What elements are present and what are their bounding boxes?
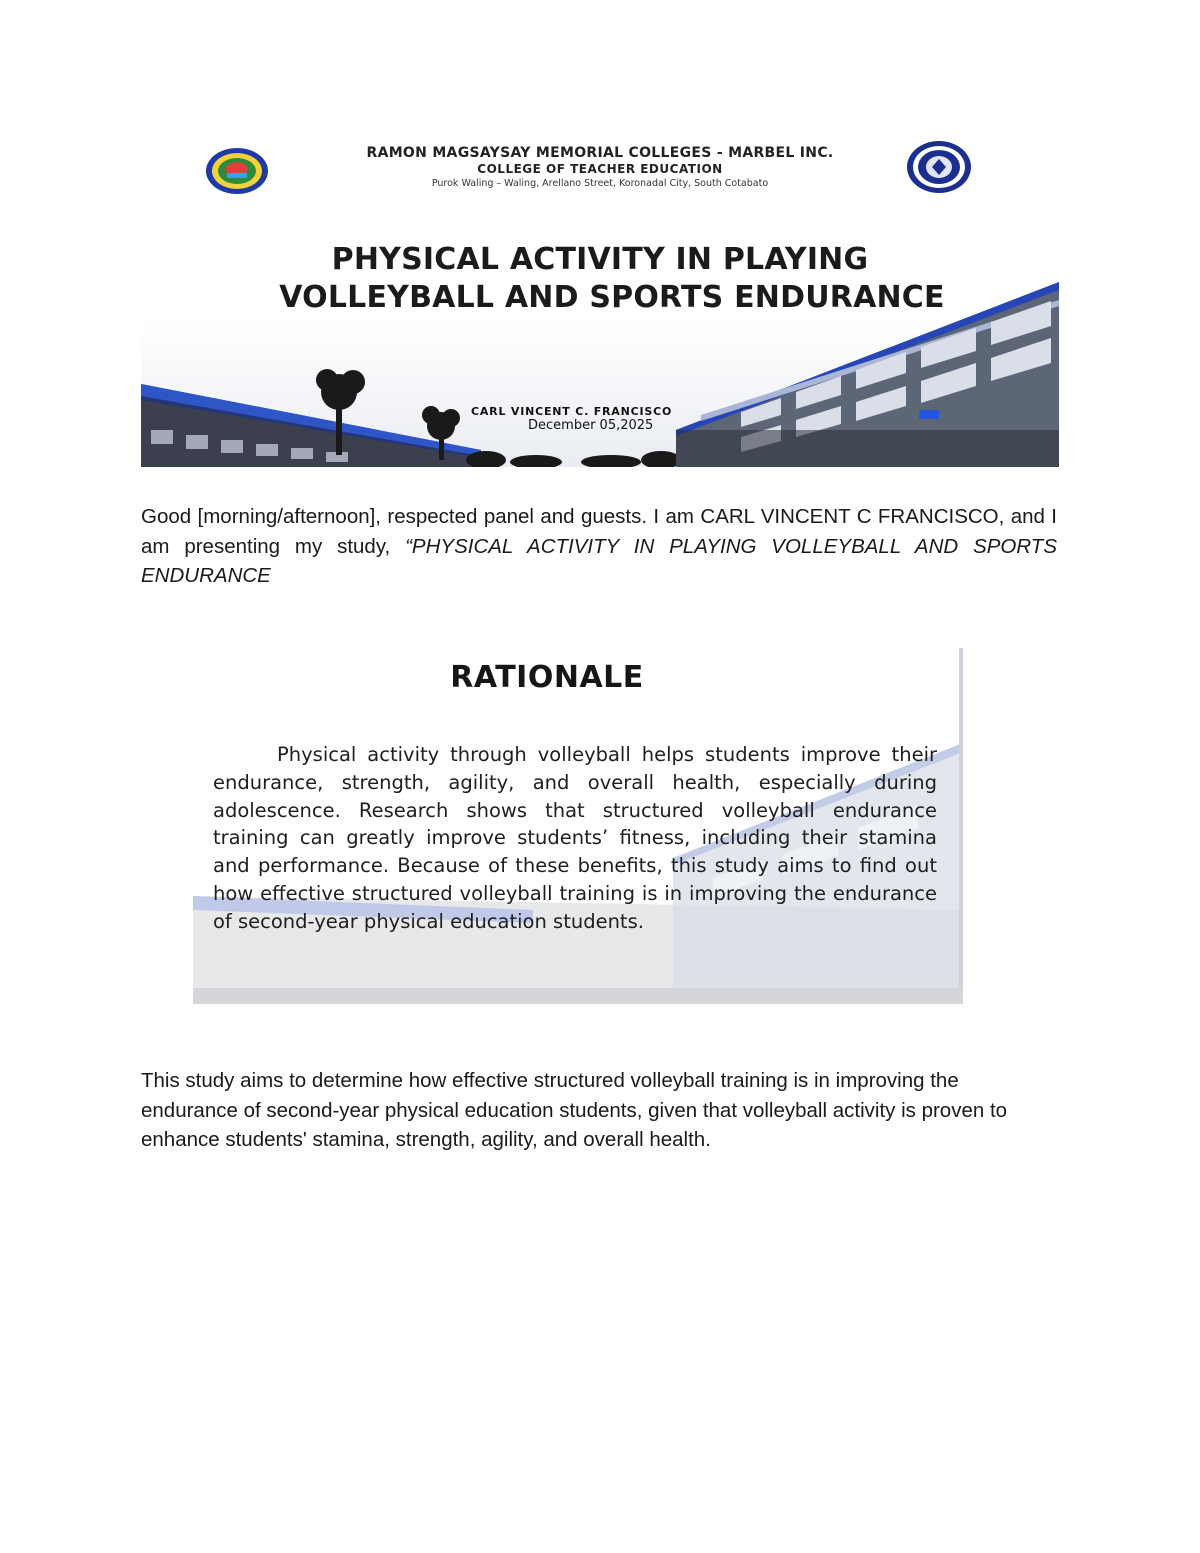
slide-title-line2: VOLLEYBALL AND SPORTS ENDURANCE bbox=[279, 280, 945, 315]
college-name: COLLEGE OF TEACHER EDUCATION bbox=[477, 162, 723, 176]
slide-title-line1: PHYSICAL ACTIVITY IN PLAYING bbox=[331, 242, 869, 277]
title-slide-image bbox=[141, 130, 1059, 467]
rationale-heading: RATIONALE bbox=[450, 660, 644, 695]
closing-paragraph: This study aims to determine how effective structured volleyball training is in improving the endurance of second-year physical education students, given that volleyball activity is proven to enhance students' stamina, strength, agility, and overall health. bbox=[141, 1069, 1008, 1151]
school-name: RAMON MAGSAYSAY MEMORIAL COLLEGES - MARBEL INC. bbox=[366, 145, 834, 161]
intro-paragraph bbox=[141, 502, 1057, 591]
intro-study-title: “PHYSICAL ACTIVITY IN PLAYING VOLLEYBALL AND SPORTS ENDURANCE bbox=[141, 534, 1057, 587]
author-name: CARL VINCENT C. FRANCISCO bbox=[471, 405, 673, 418]
presentation-date: December 05,2025 bbox=[528, 418, 654, 433]
rationale-body: Physical activity through volleyball helps students improve their endurance, strength, agility, and overall health, especially during adolescence. Research shows that structured volleyball endurance training can greatly improve students’ fitness, including their stamina and performance. Because of these benefits, this study aims to find out how effective structured volleyball training is in improving the endurance of second-year physical education students. bbox=[213, 743, 937, 933]
school-address: Purok Waling – Waling, Arellano Street, Koronadal City, South Cotabato bbox=[431, 178, 769, 189]
rationale-slide-image bbox=[193, 648, 963, 1004]
intro-text: Good [morning/afternoon], respected panel and guests. I am CARL VINCENT C FRANCISCO, and I am presenting my study, bbox=[141, 505, 1057, 558]
